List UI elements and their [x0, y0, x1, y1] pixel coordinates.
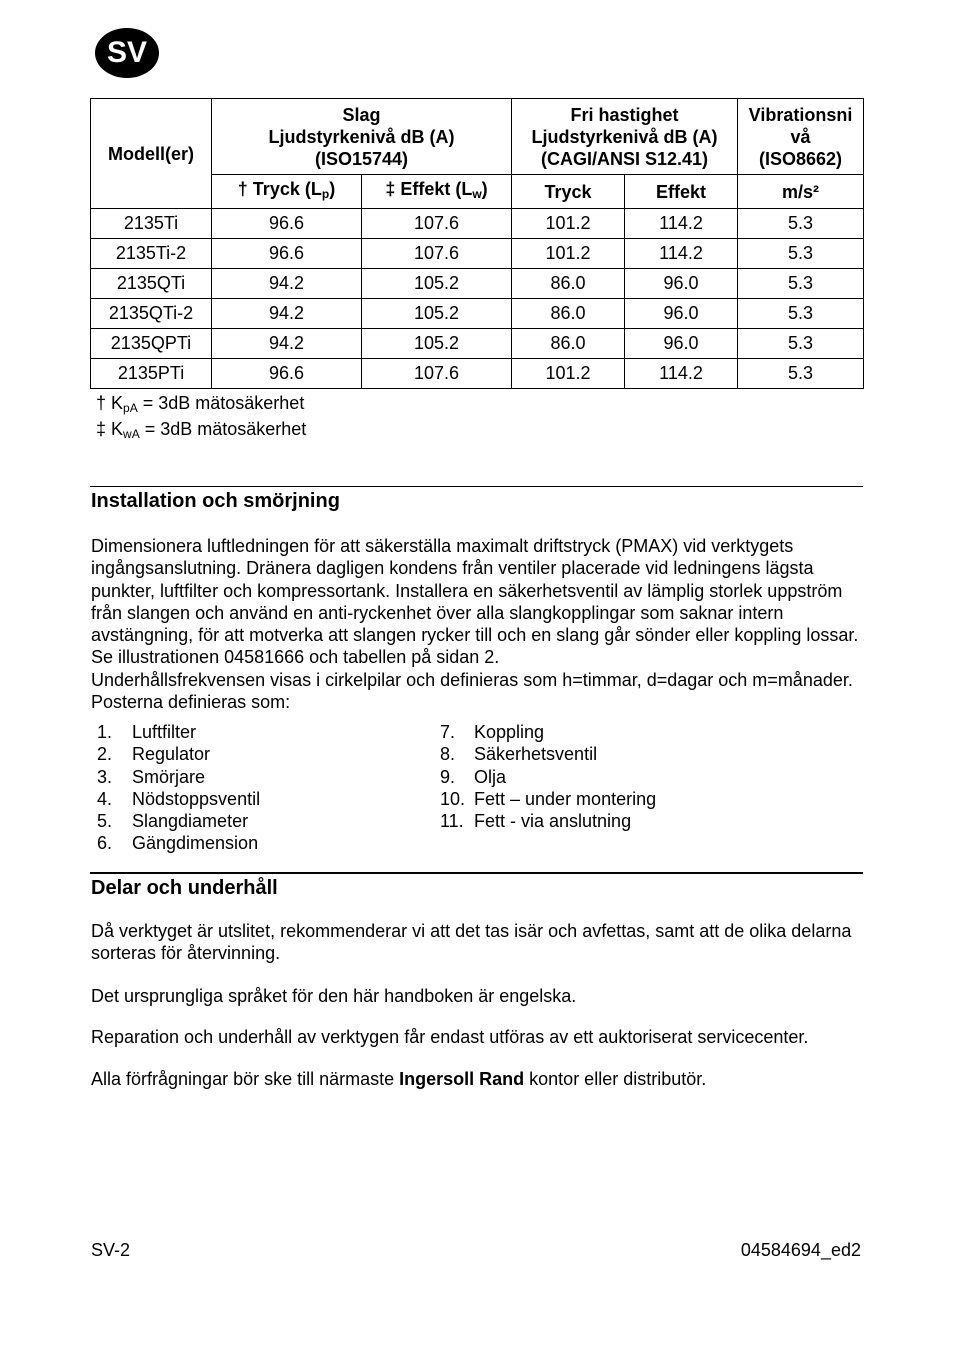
- list-item: [97, 832, 260, 854]
- model-cell: 2135PTi: [91, 359, 212, 389]
- value-cell: 5.3: [738, 299, 864, 329]
- list-item-label: Fett – under montering: [474, 788, 657, 809]
- language-badge: SV: [95, 28, 159, 78]
- document-id: 04584694_ed2: [740, 1240, 861, 1260]
- list-item: [97, 788, 260, 810]
- sub-header-unit: m/s²: [738, 175, 864, 209]
- list-item-label: Säkerhetsventil: [474, 744, 598, 765]
- list-item: [440, 743, 656, 765]
- value-cell: 94.2: [212, 269, 362, 299]
- sub-header-power: Effekt: [625, 175, 738, 209]
- list-item: [97, 721, 260, 743]
- list-item-label: Gängdimension: [132, 833, 259, 854]
- list-item-number: 8.: [440, 744, 456, 765]
- value-cell: 101.2: [512, 239, 625, 269]
- value-cell: 86.0: [512, 299, 625, 329]
- table-row: [91, 359, 864, 389]
- value-cell: 101.2: [512, 209, 625, 239]
- list-item-number: 11.: [440, 811, 464, 832]
- table-row: [91, 329, 864, 359]
- parts-paragraph-service: Reparation och underhåll av verktygen får endast utföras av ett auktoriserat servicecenter.: [91, 1027, 809, 1047]
- list-item: [440, 721, 656, 743]
- value-cell: 96.6: [212, 359, 362, 389]
- sub-header-power-lw: ‡ Effekt $(L_w)$: [362, 175, 512, 209]
- value-cell: 96.6: [212, 239, 362, 269]
- slag-group-header: Slag Ljudstyrkenivå dB (A) (ISO15744): [212, 99, 512, 175]
- value-cell: 114.2: [625, 239, 738, 269]
- table-row: [91, 239, 864, 269]
- list-item: [97, 766, 260, 788]
- installation-heading: Installation och smörjning: [91, 490, 340, 512]
- value-cell: 96.0: [625, 269, 738, 299]
- list-item-number: 4.: [97, 788, 113, 809]
- value-cell: 86.0: [512, 269, 625, 299]
- model-cell: 2135Ti-2: [91, 239, 212, 269]
- value-cell: 107.6: [362, 359, 512, 389]
- list-item-number: 1.: [97, 722, 113, 742]
- list-item: [97, 810, 260, 832]
- section-divider-installation: [90, 486, 863, 487]
- sub-header-pressure: Tryck: [512, 175, 625, 209]
- list-item-number: 5.: [97, 811, 113, 832]
- value-cell: 105.2: [362, 269, 512, 299]
- model-cell: 2135QTi-2: [91, 299, 212, 329]
- parts-paragraph-inquiries: Alla förfrågningar bör ske till närmaste Ingersoll Rand kontor eller distributör.: [91, 1069, 707, 1089]
- model-cell: 2135QPTi: [91, 329, 212, 359]
- maintenance-items-left: [97, 721, 260, 855]
- noise-vibration-table: [90, 98, 864, 389]
- parts-paragraph-recycling: Då verktyget är utslitet, rekommenderar vi att det tas isär och avfettas, samt att de olika delarna sorteras för återvinning.: [91, 921, 852, 964]
- list-item: [440, 788, 656, 810]
- table-row: [91, 299, 864, 329]
- list-item-number: 2.: [97, 744, 113, 765]
- list-item-label: Koppling: [474, 722, 545, 742]
- value-cell: 101.2: [512, 359, 625, 389]
- list-item-label: Olja: [474, 766, 507, 787]
- list-item-label: Nödstoppsventil: [132, 788, 261, 809]
- value-cell: 5.3: [738, 239, 864, 269]
- list-item-label: Fett - via anslutning: [474, 811, 632, 832]
- list-item-label: Smörjare: [132, 766, 206, 787]
- value-cell: 114.2: [625, 209, 738, 239]
- brand-name: Ingersoll Rand: [399, 1069, 525, 1089]
- value-cell: 107.6: [362, 239, 512, 269]
- value-cell: 86.0: [512, 329, 625, 359]
- footnote-kpa: † $K_{pA} = 3dB$ mätosäkerhet: [96, 393, 305, 415]
- value-cell: 5.3: [738, 269, 864, 299]
- list-item-number: 3.: [97, 766, 113, 787]
- value-cell: 94.2: [212, 299, 362, 329]
- value-cell: 5.3: [738, 209, 864, 239]
- parts-paragraph-language: Det ursprungliga språket för den här handboken är engelska.: [91, 986, 577, 1006]
- value-cell: 105.2: [362, 329, 512, 359]
- value-cell: 105.2: [362, 299, 512, 329]
- value-cell: 107.6: [362, 209, 512, 239]
- section-divider-parts: [90, 872, 863, 874]
- sub-header-pressure-lp: † Tryck $(L_p)$: [212, 175, 362, 209]
- model-cell: 2135Ti: [91, 209, 212, 239]
- model-cell: 2135QTi: [91, 269, 212, 299]
- table-row: [91, 209, 864, 239]
- value-cell: 96.0: [625, 329, 738, 359]
- list-item-number: 10.: [440, 788, 466, 809]
- list-item-label: Slangdiameter: [132, 811, 249, 832]
- vibration-group-header: Vibrationsni vå (ISO8662): [738, 99, 864, 175]
- value-cell: 94.2: [212, 329, 362, 359]
- list-item-label: Luftfilter: [132, 722, 197, 742]
- value-cell: 96.0: [625, 299, 738, 329]
- maintenance-items-right: [440, 721, 656, 832]
- parts-heading: Delar och underhåll: [91, 877, 278, 899]
- value-cell: 96.6: [212, 209, 362, 239]
- list-item-number: 6.: [97, 833, 113, 854]
- list-item: [97, 743, 260, 765]
- list-item: [440, 810, 656, 832]
- list-item-number: 9.: [440, 766, 456, 787]
- installation-paragraph: Dimensionera luftledningen för att säkerställa maximalt driftstryck (PMAX) vid verktygets ingångsanslutning. Dränera dagligen kondens från ventiler placerade vid ledningens lägsta punkter, luftfilter och kompressortank. Installera en säkerhetsventil av lämplig storlek uppström från slangen och använd en anti-ryckenhet över alla slangkopplingar som saknar intern avstängning, för att motverka att slangen rycker till och en slang går sönder eller koppling lossar. Se illustrationen 04581666 och tabellen på sidan 2. Underhållsfrekvensen visas i cirkelpilar och definieras som h=timmar, d=dagar och m=månader. Posterna definieras som:: [91, 536, 859, 713]
- footnote-kwa: ‡ $K_{wA} = 3dB$ mätosäkerhet: [96, 419, 307, 441]
- list-item: [440, 766, 656, 788]
- list-item-label: Regulator: [132, 744, 211, 765]
- value-cell: 5.3: [738, 359, 864, 389]
- table-body: [91, 209, 864, 389]
- model-header: Modell(er): [91, 99, 212, 209]
- page-number: SV-2: [91, 1240, 131, 1260]
- value-cell: 114.2: [625, 359, 738, 389]
- table-row: [91, 269, 864, 299]
- list-item-number: 7.: [440, 722, 456, 742]
- free-speed-group-header: Fri hastighet Ljudstyrkenivå dB (A) (CAGI/ANSI S12.41): [512, 99, 738, 175]
- value-cell: 5.3: [738, 329, 864, 359]
